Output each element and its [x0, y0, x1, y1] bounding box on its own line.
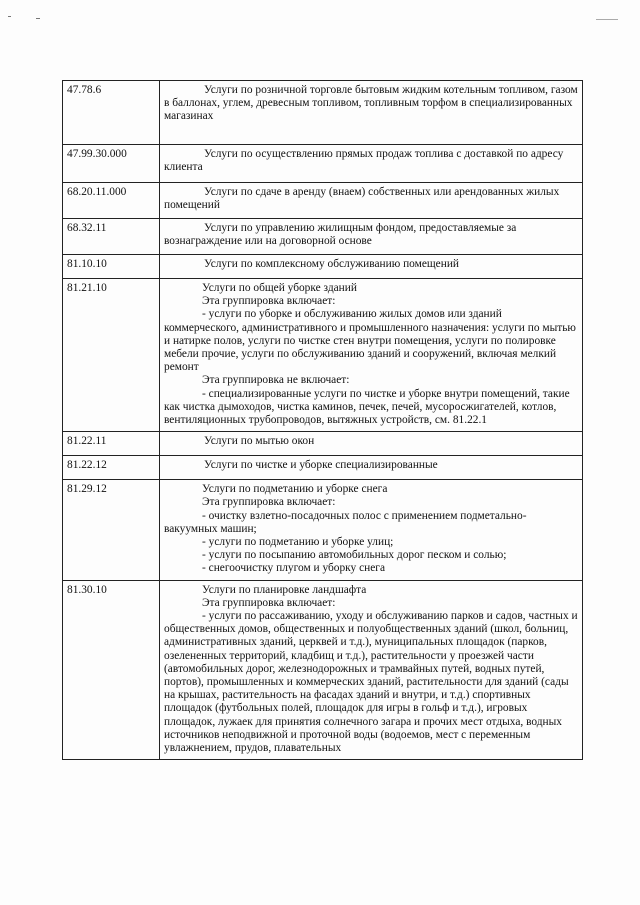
includes-item: - услуги по уборке и обслуживанию жилых домов или зданий коммерческого, административного и промышленного назначения: услуги по мытью и натирке полов, услуги по чистке стен внутри помещения, услуги по полировке мебели прочие, услуги по обслуживанию зданий и сооружений, включая мелкий ремонт — [164, 308, 576, 374]
row-code: 81.22.11 — [63, 432, 160, 456]
includes-label: Эта группировка включает: — [202, 295, 336, 308]
row-description — [160, 480, 583, 580]
classification-table — [62, 80, 583, 760]
includes-item: - услуги по посыпанию автомобильных дорог песком и солью; — [202, 549, 507, 562]
excludes-item: - специализированные услуги по чистке и уборке внутри помещений, такие как чистка дымоходов, чистка каминов, печек, печей, мусоросжигателей, котлов, вентиляционных трубопроводов, вытяжных устройств, см. 81.22.1 — [164, 387, 570, 427]
scan-artifact — [8, 16, 11, 17]
table-row — [63, 456, 583, 480]
row-code: 47.99.30.000 — [63, 145, 160, 183]
row-description — [160, 580, 583, 760]
row-title: Услуги по планировке ландшафта — [202, 583, 367, 596]
row-title: Услуги по комплексному обслуживанию помещений — [204, 258, 460, 270]
includes-item: - очистку взлетно-посадочных полос с применением подметально-вакуумных машин; — [164, 509, 527, 535]
row-code: 68.20.11.000 — [63, 183, 160, 219]
table-row — [63, 255, 583, 279]
table-row — [63, 432, 583, 456]
row-title: Услуги по сдаче в аренду (внаем) собственных или арендованных жилых помещений — [164, 186, 560, 212]
row-description — [160, 456, 583, 480]
scan-artifact — [596, 19, 618, 20]
row-description — [160, 255, 583, 279]
row-title: Услуги по управлению жилищным фондом, предоставляемые за вознаграждение или на договорной основе — [164, 222, 517, 248]
row-code: 47.78.6 — [63, 81, 160, 145]
scan-artifact — [36, 18, 40, 19]
table-row — [63, 183, 583, 219]
row-description — [160, 183, 583, 219]
includes-item: - услуги по подметанию и уборке улиц; — [202, 536, 394, 549]
row-description — [160, 81, 583, 145]
row-title: Услуги по чистке и уборке специализированные — [204, 459, 438, 472]
row-title: Услуги по розничной торговле бытовым жидким котельным топливом, газом в баллонах, углем, древесным топливом, топливным торфом в специализированных магазинах — [164, 84, 578, 123]
includes-label: Эта группировка включает: — [202, 496, 336, 509]
table-row — [63, 145, 583, 183]
row-title: Услуги по мытью окон — [204, 435, 315, 448]
table-row — [63, 480, 583, 580]
includes-item: - услуги по рассаживанию, уходу и обслуживанию парков и садов, частных и общественных домов, общественных и полуобщественных зданий (школ, больниц, административных зданий, церквей и т.д.), муниципальных площадок (парков, озелененных территорий, кладбищ и т.д.), растительности у проезжей части (автомобильных дорог, железнодорожных и трамвайных путей, водных путей, портов), промышленных и коммерческих зданий, растительности для зданий (сады на крышах, растительность на фасадах зданий и внутри, и т.д.) спортивных площадок (футбольных полей, площадок для игры в гольф и т.д.), игровых площадок, лужаек для принятия солнечного загара и прочих мест отдыха, водных источников неподвижной и проточной воды (водоемов, мест с переменным увлажнением, прудов, плавательных — [164, 610, 578, 755]
includes-label: Эта группировка включает: — [202, 596, 336, 609]
table-row — [63, 279, 583, 432]
row-description — [160, 145, 583, 183]
table-row — [63, 219, 583, 255]
row-code: 81.22.12 — [63, 456, 160, 480]
row-description — [160, 279, 583, 432]
includes-item: - снегоочистку плугом и уборку снега — [202, 562, 386, 575]
row-title: Услуги по подметанию и уборке снега — [202, 483, 388, 496]
row-description — [160, 219, 583, 255]
row-code: 81.21.10 — [63, 279, 160, 432]
row-code: 68.32.11 — [63, 219, 160, 255]
row-code: 81.30.10 — [63, 580, 160, 760]
excludes-label: Эта группировка не включает: — [202, 374, 350, 387]
row-code: 81.29.12 — [63, 480, 160, 580]
row-code: 81.10.10 — [63, 255, 160, 279]
row-title: Услуги по осуществлению прямых продаж топлива с доставкой по адресу клиента — [164, 148, 564, 174]
table-row — [63, 580, 583, 760]
row-description — [160, 432, 583, 456]
table-row — [63, 81, 583, 145]
row-title: Услуги по общей уборке зданий — [202, 282, 357, 294]
